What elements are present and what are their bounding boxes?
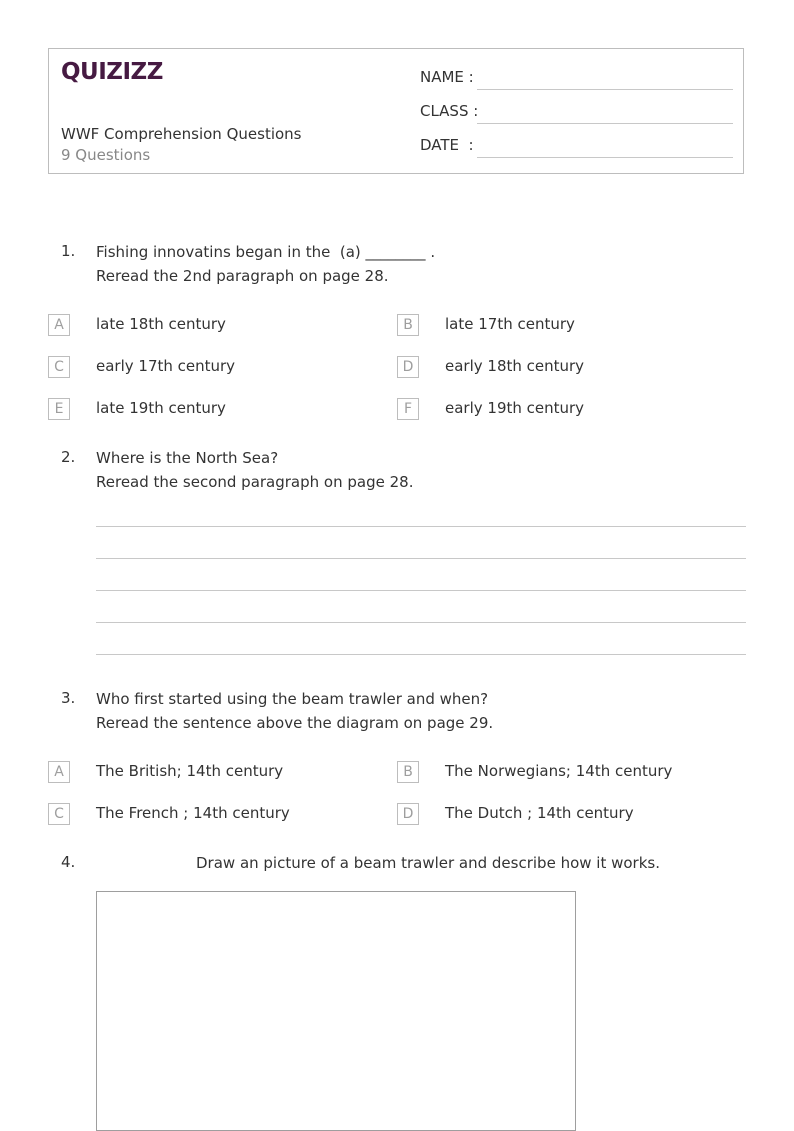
class-line[interactable]	[477, 123, 733, 124]
q1-option-b-text[interactable]: late 17th century	[445, 315, 575, 333]
q3-option-c-box[interactable]: C	[48, 803, 70, 825]
question-3-hint: Reread the sentence above the diagram on page 29.	[96, 714, 494, 732]
question-1-number: 1.	[61, 242, 76, 260]
name-field[interactable]	[420, 68, 733, 90]
question-3-number: 3.	[61, 689, 76, 707]
q3-option-c-text[interactable]: The French ; 14th century	[96, 804, 290, 822]
quizizz-logo: QUIZIZZ	[61, 59, 163, 85]
q3-option-d-text[interactable]: The Dutch ; 14th century	[445, 804, 634, 822]
question-count: 9 Questions	[61, 146, 151, 164]
question-4-number: 4.	[61, 853, 76, 871]
q3-option-d-box[interactable]: D	[397, 803, 419, 825]
q3-option-b-text[interactable]: The Norwegians; 14th century	[445, 762, 673, 780]
q3-option-a-text[interactable]: The British; 14th century	[96, 762, 284, 780]
question-2-prompt: Where is the North Sea?	[96, 449, 279, 467]
answer-line[interactable]	[96, 622, 746, 623]
worksheet-header	[48, 48, 744, 174]
worksheet-title: WWF Comprehension Questions	[61, 125, 302, 143]
question-3-prompt: Who first started using the beam trawler and when?	[96, 690, 489, 708]
name-line[interactable]	[477, 89, 733, 90]
date-field[interactable]	[420, 136, 733, 158]
q1-option-a-box[interactable]: A	[48, 314, 70, 336]
q1-option-e-text[interactable]: late 19th century	[96, 399, 226, 417]
q1-option-e-box[interactable]: E	[48, 398, 70, 420]
q3-option-a-box[interactable]: A	[48, 761, 70, 783]
q1-option-d-text[interactable]: early 18th century	[445, 357, 585, 375]
class-label: CLASS :	[420, 102, 479, 120]
question-1-text	[96, 240, 435, 288]
question-1-prompt: Fishing innovatins began in the (a) ________ .	[96, 243, 436, 261]
question-2-number: 2.	[61, 448, 76, 466]
q1-option-c-text[interactable]: early 17th century	[96, 357, 236, 375]
answer-line[interactable]	[96, 526, 746, 527]
q1-option-c-box[interactable]: C	[48, 356, 70, 378]
name-label: NAME :	[420, 68, 474, 86]
question-4-text	[196, 851, 660, 875]
answer-line[interactable]	[96, 590, 746, 591]
answer-line[interactable]	[96, 558, 746, 559]
question-2-hint: Reread the second paragraph on page 28.	[96, 473, 414, 491]
question-4-prompt: Draw an picture of a beam trawler and describe how it works.	[196, 854, 660, 872]
q1-option-f-text[interactable]: early 19th century	[445, 399, 585, 417]
date-line[interactable]	[477, 157, 733, 158]
q3-option-b-box[interactable]: B	[397, 761, 419, 783]
class-field[interactable]	[420, 102, 733, 124]
question-3-text	[96, 687, 493, 735]
q1-option-b-box[interactable]: B	[397, 314, 419, 336]
question-1-hint: Reread the 2nd paragraph on page 28.	[96, 267, 389, 285]
q1-option-f-box[interactable]: F	[397, 398, 419, 420]
answer-line[interactable]	[96, 654, 746, 655]
date-label: DATE :	[420, 136, 474, 154]
question-2-text	[96, 446, 413, 494]
drawing-area[interactable]	[96, 891, 576, 1131]
q1-option-a-text[interactable]: late 18th century	[96, 315, 226, 333]
q1-option-d-box[interactable]: D	[397, 356, 419, 378]
